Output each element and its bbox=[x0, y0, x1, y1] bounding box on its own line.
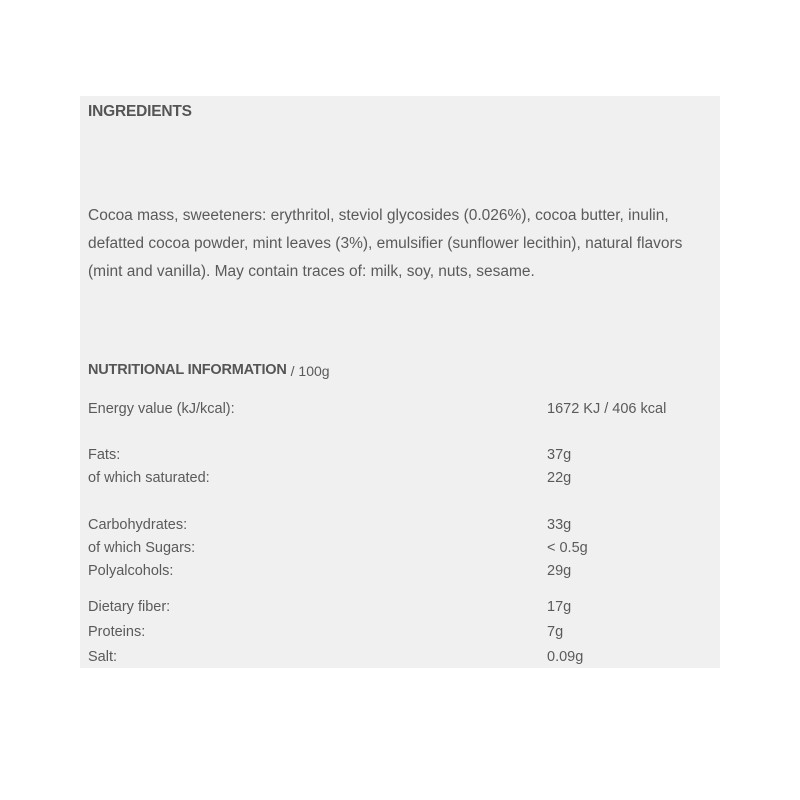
product-info-panel bbox=[80, 96, 720, 668]
nutrition-value: 1672 KJ / 406 kcal bbox=[547, 401, 667, 417]
nutrition-label: Fats: bbox=[88, 447, 121, 463]
nutrition-row-saturated bbox=[88, 470, 708, 492]
nutrition-value: < 0.5g bbox=[547, 540, 588, 556]
nutrition-row-energy bbox=[88, 401, 708, 423]
nutrition-unit: / 100g bbox=[290, 363, 330, 379]
nutrition-value: 37g bbox=[547, 447, 572, 463]
nutrition-value: 7g bbox=[547, 624, 564, 640]
nutrition-heading: NUTRITIONAL INFORMATION bbox=[88, 362, 287, 378]
nutrition-label: Proteins: bbox=[88, 624, 146, 640]
nutrition-row-salt bbox=[88, 649, 708, 671]
nutrition-label: of which saturated: bbox=[88, 470, 210, 486]
nutrition-value: 0.09g bbox=[547, 649, 584, 665]
nutrition-row-proteins bbox=[88, 624, 708, 646]
ingredients-text: Cocoa mass, sweeteners: erythritol, steviol glycosides (0.026%), cocoa butter, inulin, defatted cocoa powder, mint leaves (3%), emulsifier (sunflower lecithin), natural flavors (mint and vanilla). May contain traces of: milk, soy, nuts, sesame. bbox=[88, 207, 683, 280]
nutrition-label: Carbohydrates: bbox=[88, 517, 188, 533]
nutrition-label: Polyalcohols: bbox=[88, 563, 174, 579]
nutrition-value: 17g bbox=[547, 599, 572, 615]
nutrition-row-fiber bbox=[88, 599, 708, 621]
nutrition-label: Salt: bbox=[88, 649, 118, 665]
nutrition-row-carbohydrates bbox=[88, 517, 708, 539]
nutrition-label: of which Sugars: bbox=[88, 540, 196, 556]
nutrition-label: Energy value (kJ/kcal): bbox=[88, 401, 235, 417]
nutrition-value: 33g bbox=[547, 517, 572, 533]
nutrition-row-sugars bbox=[88, 540, 708, 562]
nutrition-row-polyalcohols bbox=[88, 563, 708, 585]
nutrition-row-fats bbox=[88, 447, 708, 469]
nutrition-value: 29g bbox=[547, 563, 572, 579]
ingredients-heading: INGREDIENTS bbox=[88, 103, 192, 120]
nutrition-header bbox=[88, 361, 330, 379]
nutrition-label: Dietary fiber: bbox=[88, 599, 171, 615]
nutrition-value: 22g bbox=[547, 470, 572, 486]
